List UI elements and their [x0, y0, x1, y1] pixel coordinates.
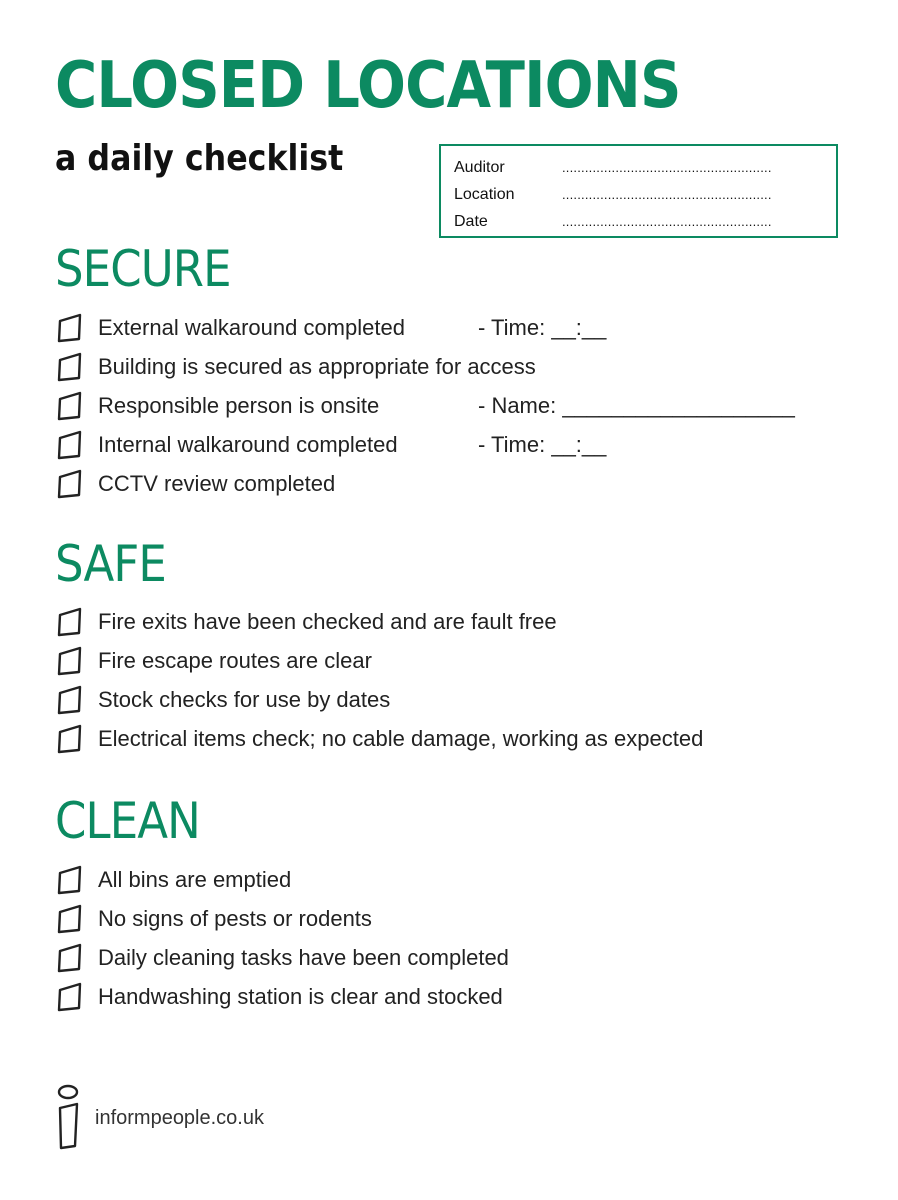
- item-label: Fire escape routes are clear: [98, 647, 372, 673]
- location-label: Location: [454, 185, 515, 203]
- auditor-field[interactable]: .......................................................: [562, 160, 772, 175]
- checkbox-icon[interactable]: [55, 351, 83, 383]
- section-heading-clean: CLEAN: [55, 792, 200, 850]
- checkbox-icon[interactable]: [55, 684, 83, 716]
- page-title: CLOSED LOCATIONS: [55, 49, 681, 123]
- checkbox-icon[interactable]: [55, 864, 83, 896]
- section-heading-safe: SAFE: [55, 535, 166, 593]
- item-label: Daily cleaning tasks have been completed: [98, 944, 509, 970]
- date-row: [454, 208, 822, 235]
- list-item: [55, 641, 703, 680]
- location-row: [454, 181, 822, 208]
- item-label: Fire exits have been checked and are fault free: [98, 608, 557, 634]
- checkbox-icon[interactable]: [55, 723, 83, 755]
- list-item: [55, 720, 703, 759]
- checkbox-icon[interactable]: [55, 981, 83, 1013]
- item-time-field[interactable]: - Time: __:__: [478, 314, 607, 340]
- list-item: [55, 347, 795, 386]
- date-label: Date: [454, 212, 488, 230]
- item-label: External walkaround completed: [98, 314, 405, 340]
- list-item: [55, 602, 703, 641]
- item-label: All bins are emptied: [98, 866, 292, 892]
- footer: [55, 1084, 264, 1152]
- list-item: [55, 465, 795, 504]
- checkbox-icon[interactable]: [55, 390, 83, 422]
- checkbox-icon[interactable]: [55, 903, 83, 935]
- item-label: Responsible person is onsite: [98, 392, 380, 418]
- item-name-field[interactable]: - Name: ___________________: [478, 392, 795, 418]
- item-label: Internal walkaround completed: [98, 432, 398, 458]
- item-label: Stock checks for use by dates: [98, 686, 391, 712]
- checkbox-icon[interactable]: [55, 645, 83, 677]
- item-label: Handwashing station is clear and stocked: [98, 984, 503, 1010]
- list-item: [55, 978, 509, 1017]
- item-label: Electrical items check; no cable damage, working as expected: [98, 726, 704, 752]
- informpeople-logo-icon: [55, 1084, 81, 1152]
- audit-details-box: [439, 144, 838, 238]
- safe-checklist: [55, 602, 703, 759]
- date-field[interactable]: .......................................................: [562, 214, 772, 229]
- list-item: [55, 899, 509, 938]
- page-subtitle: a daily checklist: [55, 138, 344, 179]
- item-label: CCTV review completed: [98, 471, 336, 497]
- item-label: No signs of pests or rodents: [98, 905, 372, 931]
- list-item: [55, 938, 509, 977]
- checkbox-icon[interactable]: [55, 606, 83, 638]
- list-item: [55, 308, 795, 347]
- checkbox-icon[interactable]: [55, 942, 83, 974]
- checkbox-icon[interactable]: [55, 429, 83, 461]
- list-item: [55, 680, 703, 719]
- checkbox-icon[interactable]: [55, 312, 83, 344]
- list-item: [55, 860, 509, 899]
- checkbox-icon[interactable]: [55, 468, 83, 500]
- location-field[interactable]: .......................................................: [562, 187, 772, 202]
- clean-checklist: [55, 860, 509, 1017]
- auditor-label: Auditor: [454, 158, 505, 176]
- item-time-field[interactable]: - Time: __:__: [478, 432, 607, 458]
- section-heading-secure: SECURE: [55, 240, 231, 298]
- secure-checklist: [55, 308, 795, 504]
- footer-website[interactable]: informpeople.co.uk: [95, 1106, 264, 1129]
- list-item: [55, 386, 795, 425]
- list-item: [55, 426, 795, 465]
- item-label: Building is secured as appropriate for access: [98, 353, 536, 379]
- auditor-row: [454, 154, 822, 181]
